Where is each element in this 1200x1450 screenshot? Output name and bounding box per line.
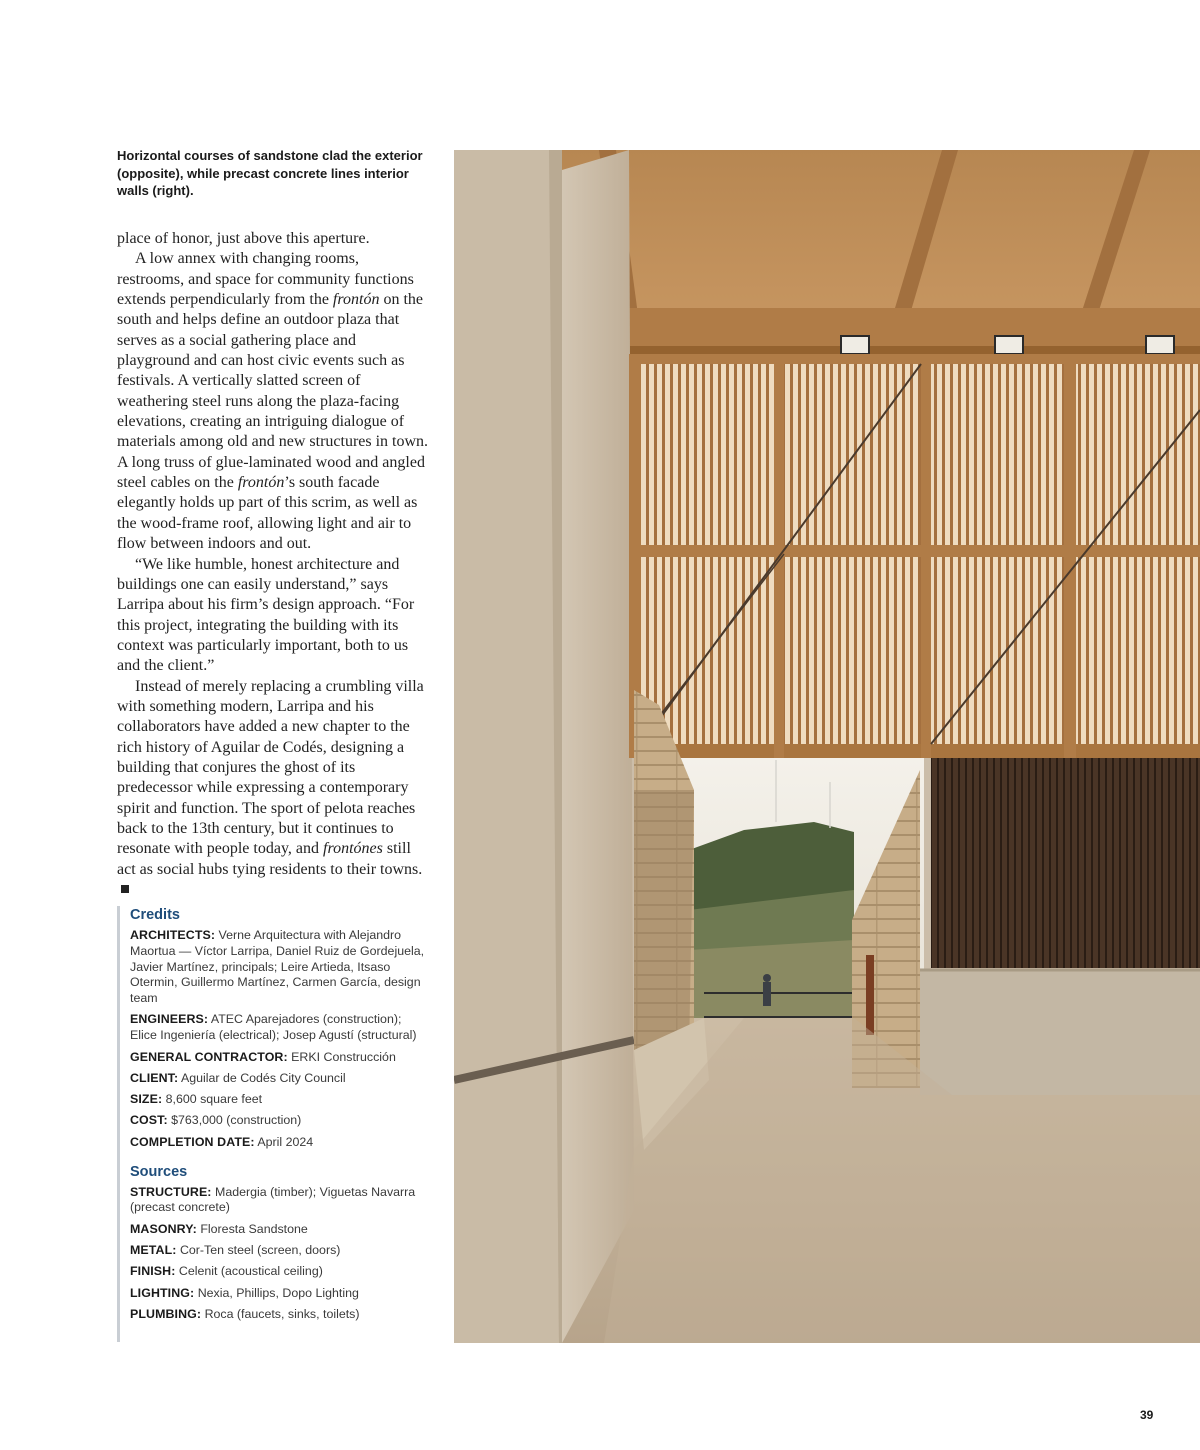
credits-label: ENGINEERS: — [130, 1012, 209, 1027]
end-mark-icon — [121, 885, 129, 893]
sources-entry — [130, 1243, 429, 1259]
credits-entry — [130, 1113, 429, 1129]
sources-label: LIGHTING: — [130, 1285, 195, 1300]
sources-value: Nexia, Phillips, Dopo Lighting — [197, 1285, 359, 1300]
sources-list — [130, 1185, 429, 1323]
credits-heading: Credits — [130, 907, 180, 923]
sources-value: Cor-Ten steel (screen, doors) — [179, 1242, 341, 1257]
credits-label: COST: — [130, 1113, 168, 1128]
sources-entry — [130, 1286, 429, 1302]
sources-label: METAL: — [130, 1242, 177, 1257]
credits-value: $763,000 (construction) — [171, 1113, 302, 1128]
credits-value: 8,600 square feet — [165, 1092, 263, 1107]
sources-value: Floresta Sandstone — [200, 1221, 308, 1236]
sources-value: Roca (faucets, sinks, toilets) — [204, 1306, 360, 1321]
credits-value: Verne Arquitectura with Alejandro Maortua — Víctor Larripa, Daniel Ruiz de Gordejuela, Javier Martínez, principals; Leire Artieda, Itsaso Otermin, Guillermo Martínez, Carmen García, design team — [130, 928, 425, 1006]
paragraph-3: “We like humble, honest architecture and buildings one can easily understand,” says Larripa about his firm’s design approach. “For this project, integrating the building with its context was particularly important, both to us and the client.” — [117, 555, 415, 675]
sources-heading: Sources — [130, 1163, 188, 1180]
photo-illustration — [454, 150, 1200, 1343]
page-number: 39 — [1140, 1408, 1154, 1422]
credits-value: ERKI Construcción — [291, 1049, 396, 1064]
sources-label: MASONRY: — [130, 1221, 197, 1236]
sources-label: STRUCTURE: — [130, 1184, 212, 1199]
paragraph-2: A low annex with changing rooms, restrooms, and space for community functions extends perpendicularly from the frontón on the south and helps define an outdoor plaza that serves as a social gathering place and playground and can host civic events such as festivals. A vertically slatted screen of weathering steel runs along the plaza-facing elevations, creating an intriguing dialogue of materials among old and new structures in town. A long truss of glue-laminated wood and angled steel cables on the frontón’s south facade elegantly holds up part of this scrim, as well as the wood-frame roof, allowing light and air to flow between indoors and out. — [117, 250, 429, 553]
interior-photo — [454, 150, 1200, 1343]
sources-entry — [130, 1222, 429, 1238]
sources-label: FINISH: — [130, 1264, 176, 1279]
credits-entry — [130, 1135, 429, 1151]
paragraph-4: Instead of merely replacing a crumbling villa with something modern, Larripa and his collaborators have added a new chapter to the rich history of Aguilar de Codés, designing a building that conjures the ghost of its predecessor while expressing a contemporary spirit and function. The sport of pelota reaches back to the 13th century, but it continues to resonate with people today, and frontónes still act as social hubs tying residents to their towns. — [117, 677, 429, 901]
sources-value: Madergia (timber); Viguetas Navarra (precast concrete) — [130, 1184, 416, 1215]
credits-label: SIZE: — [130, 1092, 163, 1107]
credits-value: Aguilar de Codés City Council — [180, 1070, 346, 1085]
credits-entry — [130, 1071, 429, 1087]
credits-entry — [130, 1092, 429, 1108]
sources-entry — [130, 1185, 429, 1217]
sources-value: Celenit (acoustical ceiling) — [178, 1264, 323, 1279]
credits-value: April 2024 — [257, 1134, 314, 1149]
credits-entry — [130, 1050, 429, 1066]
credits-label: COMPLETION DATE: — [130, 1134, 255, 1149]
photo-caption: Horizontal courses of sandstone clad the exterior (opposite), while precast concrete lines interior walls (right). — [117, 148, 423, 198]
sources-entry — [130, 1307, 429, 1323]
credits-label: ARCHITECTS: — [130, 928, 216, 942]
article-body — [117, 229, 429, 900]
credits-entry — [130, 1012, 429, 1044]
credits-list — [130, 928, 429, 1151]
sources-label: PLUMBING: — [130, 1306, 202, 1321]
paragraph-1: place of honor, just above this aperture. — [117, 230, 370, 247]
sources-entry — [130, 1264, 429, 1280]
credits-sidebar — [117, 906, 429, 1342]
credits-label: CLIENT: — [130, 1070, 179, 1085]
credits-label: GENERAL CONTRACTOR: — [130, 1049, 288, 1064]
credits-entry — [130, 928, 429, 1007]
credits-value: ATEC Aparejadores (construction); Elice Ingeniería (electrical); Josep Agustí (structural) — [130, 1012, 417, 1043]
